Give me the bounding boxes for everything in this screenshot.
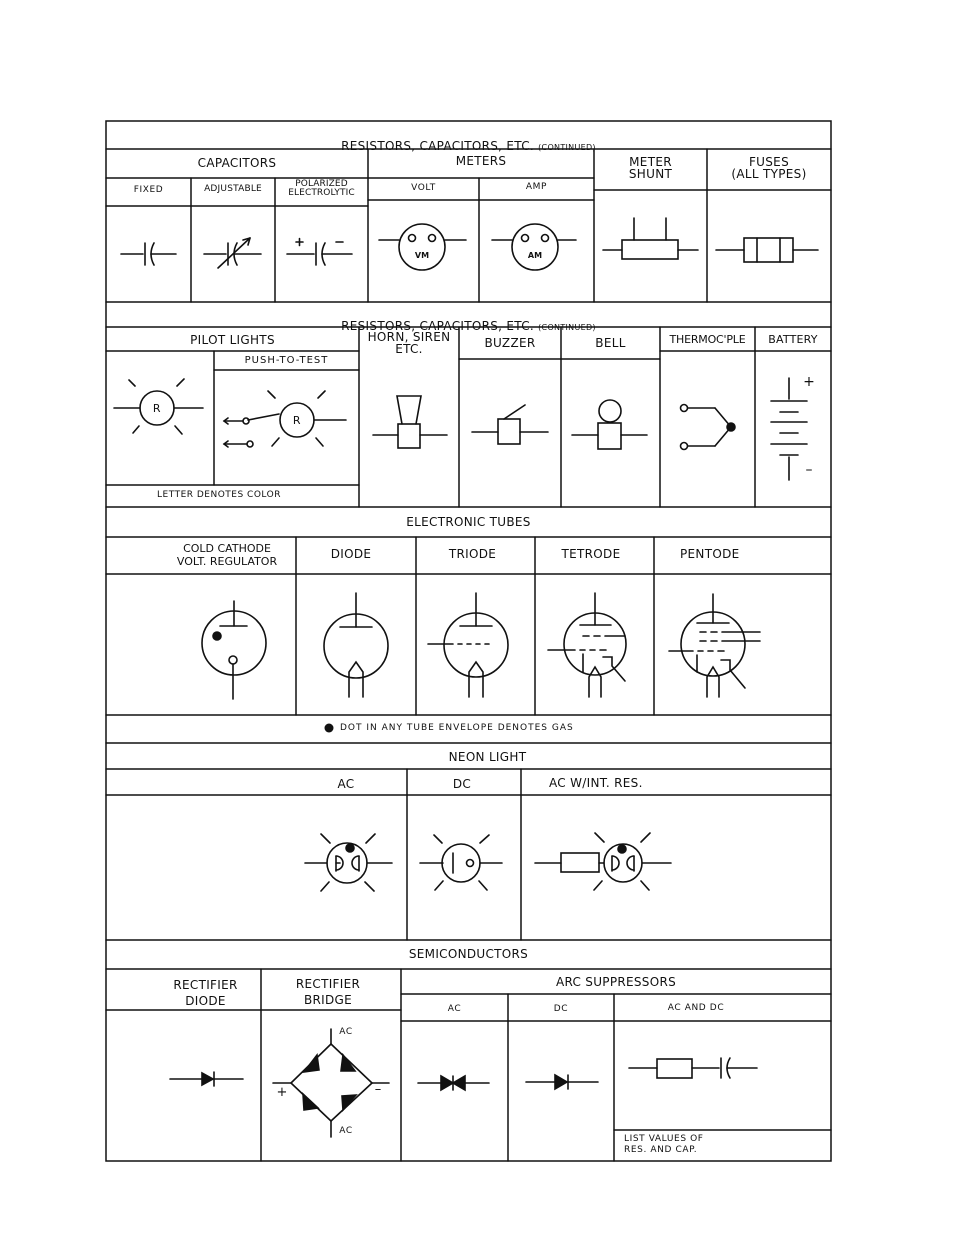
pentode-tube-symbol (669, 594, 760, 697)
tubes-title: ELECTRONIC TUBES (406, 515, 531, 529)
pentode-header: PENTODE (680, 547, 740, 561)
adjustable-capacitor-symbol (204, 238, 261, 268)
voltmeter-symbol (379, 224, 466, 270)
neon-ac-resistor-symbol (535, 833, 671, 890)
neon-ac-header: AC (337, 777, 355, 791)
diode-tube-symbol (324, 593, 388, 697)
arc-suppressor-dc-symbol (526, 1075, 598, 1089)
vm-label: VM (414, 251, 430, 260)
horn-symbol (373, 396, 447, 448)
fixed-capacitor-symbol (121, 243, 176, 265)
buzzer-symbol (472, 405, 548, 444)
thermocouple-symbol (681, 405, 736, 450)
am-label: AM (527, 251, 543, 260)
meter-shunt-symbol (603, 218, 698, 259)
battery-header: BATTERY (768, 333, 818, 346)
semis-title: SEMICONDUCTORS (408, 947, 529, 961)
gas-note: DOT IN ANY TUBE ENVELOPE DENOTES GAS (340, 723, 574, 733)
ammeter-symbol (492, 224, 576, 270)
arc-suppressors-header: ARC SUPPRESSORS (555, 975, 677, 989)
section2-title: RESISTORS, CAPACITORS, ETC. (CONTINUED) (341, 319, 596, 333)
pilot-lights-header: PILOT LIGHTS (190, 333, 275, 347)
thermocouple-header: THERMOC'PLE (669, 333, 746, 346)
diode-header: DIODE (330, 547, 372, 561)
bridge-minus-label: – (374, 1082, 382, 1097)
neon-dc-symbol (420, 835, 502, 890)
cold-cathode-tube-symbol (202, 601, 266, 699)
push-to-test-letter: R (292, 414, 302, 427)
meter-shunt-header: METER SHUNT (628, 155, 673, 181)
bridge-ac-bottom-label: AC (339, 1126, 353, 1136)
meters-header: METERS (455, 154, 507, 168)
triode-header: TRIODE (448, 547, 497, 561)
arc-ac-header: AC (447, 1004, 462, 1014)
neon-title: NEON LIGHT (448, 750, 527, 764)
fuses-header: FUSES (ALL TYPES) (731, 155, 807, 181)
adjustable-header: ADJUSTABLE (204, 184, 262, 194)
bell-symbol (572, 400, 647, 449)
rectifier-bridge-header: RECTIFIER BRIDGE (295, 977, 361, 1007)
arc-suppressor-ac-symbol (418, 1076, 489, 1090)
section1-title: RESISTORS, CAPACITORS, ETC. (CONTINUED) (341, 139, 596, 153)
neon-ac-res-header: AC W/INT. RES. (549, 776, 643, 790)
rectifier-diode-symbol (170, 1072, 243, 1086)
amp-header: AMP (525, 182, 548, 192)
bridge-plus-label: + (276, 1085, 288, 1100)
neon-ac-symbol (305, 834, 392, 891)
bridge-ac-top-label: AC (339, 1027, 353, 1037)
triode-tube-symbol (428, 593, 508, 697)
battery-plus-label: + (803, 374, 815, 390)
fuse-symbol (716, 238, 818, 262)
push-to-test-light-symbol (224, 391, 346, 447)
arc-acdc-header: AC AND DC (667, 1003, 725, 1013)
arc-dc-header: DC (553, 1004, 569, 1014)
horn-header: HORN, SIREN ETC. (367, 330, 451, 356)
polarized-capacitor-symbol (287, 239, 352, 266)
letter-note: LETTER DENOTES COLOR (157, 490, 281, 500)
volt-header: VOLT (411, 183, 436, 193)
fixed-header: FIXED (133, 185, 164, 195)
capacitors-header: CAPACITORS (197, 156, 277, 170)
push-to-test-header: PUSH-TO-TEST (244, 355, 329, 366)
battery-minus-label: – (805, 462, 813, 478)
tetrode-header: TETRODE (561, 547, 621, 561)
rectifier-diode-header: RECTIFIER DIODE (173, 978, 238, 1008)
cold-cathode-header: COLD CATHODE VOLT. REGULATOR (176, 542, 278, 569)
pilot-letter: R (152, 402, 162, 415)
list-values-note: LIST VALUES OF RES. AND CAP. (624, 1134, 704, 1155)
buzzer-header: BUZZER (484, 336, 536, 350)
polarized-header: POLARIZED ELECTROLYTIC (288, 179, 355, 198)
neon-dc-header: DC (452, 777, 472, 791)
gas-dot-icon (325, 724, 334, 733)
tetrode-tube-symbol (548, 593, 626, 697)
arc-suppressor-acdc-symbol (629, 1058, 757, 1078)
bell-header: BELL (595, 336, 626, 350)
